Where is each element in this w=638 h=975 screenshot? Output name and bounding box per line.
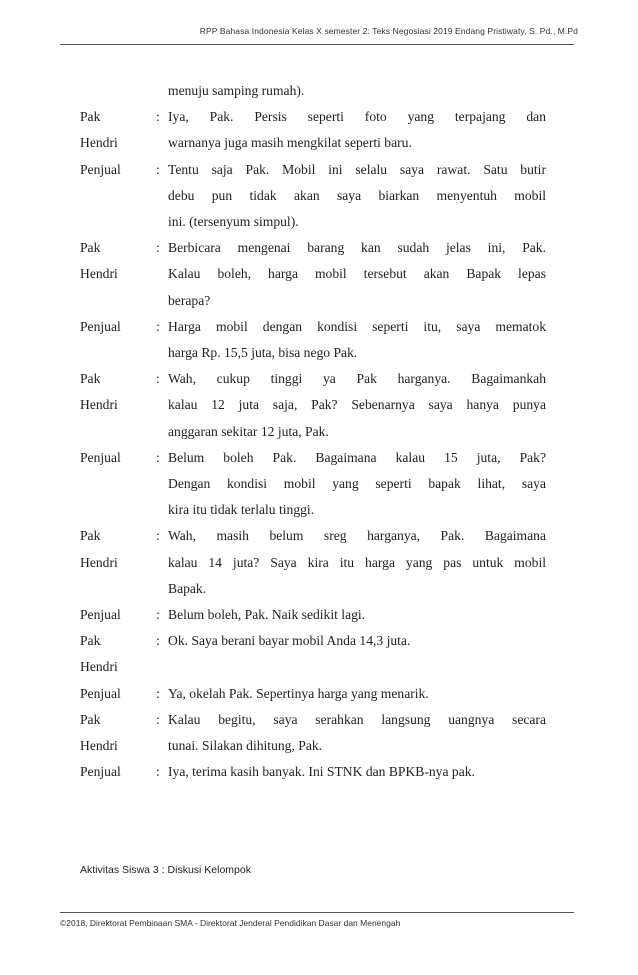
- dialogue-row: [80, 628, 560, 680]
- utterance-text: [168, 314, 546, 366]
- speaker-name: [80, 707, 156, 759]
- dialogue-row: [80, 523, 560, 602]
- utterance-text: [168, 445, 546, 524]
- speaker-name: [80, 759, 156, 785]
- utterance-line: ini. (tersenyum simpul).: [168, 214, 299, 230]
- utterance-line: Ok. Saya berani bayar mobil Anda 14,3 juta.: [168, 633, 411, 649]
- speaker-line: Hendri: [80, 554, 118, 570]
- separator-colon: :: [156, 318, 160, 334]
- speaker-line: Penjual: [80, 318, 121, 334]
- speaker-line: Pak: [80, 633, 101, 649]
- utterance-text: [168, 523, 546, 602]
- speaker-line: Hendri: [80, 659, 118, 675]
- speaker-line: Pak: [80, 528, 101, 544]
- separator-colon: :: [156, 528, 160, 544]
- utterance-line: warnanya juga masih mengkilat seperti baru.: [168, 135, 412, 151]
- utterance-line: anggaran sekitar 12 juta, Pak.: [168, 423, 329, 439]
- speaker-line: Pak: [80, 371, 101, 387]
- speaker-line: Penjual: [80, 449, 121, 465]
- utterance-line: tunai. Silakan dihitung, Pak.: [168, 738, 323, 754]
- utterance-line: Tentu saja Pak. Mobil ini selalu saya rawat. Satu butir: [168, 161, 546, 177]
- utterance-line: harga Rp. 15,5 juta, bisa nego Pak.: [168, 345, 358, 361]
- utterance-line: berapa?: [168, 292, 211, 308]
- utterance-text: [168, 628, 546, 680]
- dialogue-transcript: [80, 78, 560, 785]
- utterance-line: Kalau begitu, saya serahkan langsung uangnya secara: [168, 711, 546, 727]
- dialogue-row: [80, 157, 560, 236]
- utterance-text: [168, 104, 546, 156]
- utterance-line: Harga mobil dengan kondisi seperti itu, saya mematok: [168, 318, 546, 334]
- utterance-text: [168, 366, 546, 445]
- separator-colon: [156, 78, 168, 104]
- speaker-name: [80, 78, 156, 104]
- speaker-name: [80, 235, 156, 314]
- utterance-line: Berbicara mengenai barang kan sudah jelas ini, Pak.: [168, 240, 546, 256]
- utterance-line: Dengan kondisi mobil yang seperti bapak lihat, saya: [168, 476, 546, 492]
- speaker-line: Pak: [80, 109, 101, 125]
- speaker-name: [80, 681, 156, 707]
- dialogue-row: [80, 759, 560, 785]
- utterance-text: [168, 157, 546, 236]
- utterance-line: Belum boleh Pak. Bagaimana kalau 15 juta, Pak?: [168, 449, 546, 465]
- speaker-line: Hendri: [80, 397, 118, 413]
- speaker-name: [80, 602, 156, 628]
- separator-colon: :: [156, 240, 160, 256]
- utterance-line: Ya, okelah Pak. Sepertinya harga yang menarik.: [168, 685, 429, 701]
- speaker-line: Hendri: [80, 135, 118, 151]
- utterance-line: Belum boleh, Pak. Naik sedikit lagi.: [168, 607, 366, 623]
- utterance-line: kalau 14 juta? Saya kira itu harga yang pas untuk mobil: [168, 554, 546, 570]
- dialogue-row: [80, 235, 560, 314]
- footer-divider: [60, 912, 574, 913]
- speaker-line: Penjual: [80, 685, 121, 701]
- speaker-line: Penjual: [80, 607, 121, 623]
- separator-colon: :: [156, 764, 160, 780]
- dialogue-row: [80, 602, 560, 628]
- utterance-text: [168, 78, 546, 104]
- speaker-name: [80, 523, 156, 602]
- speaker-line: Hendri: [80, 738, 118, 754]
- dialogue-row: [80, 104, 560, 156]
- utterance-text: [168, 235, 546, 314]
- dialogue-row: [80, 707, 560, 759]
- activity-label: Aktivitas Siswa 3 : Diskusi Kelompok: [80, 864, 251, 876]
- separator-colon: :: [156, 109, 160, 125]
- speaker-name: [80, 628, 156, 680]
- separator-colon: :: [156, 685, 160, 701]
- utterance-text: [168, 681, 546, 707]
- utterance-line: Wah, cukup tinggi ya Pak harganya. Bagaimankah: [168, 371, 546, 387]
- utterance-line: Bapak.: [168, 580, 207, 596]
- separator-colon: :: [156, 371, 160, 387]
- dialogue-row: [80, 445, 560, 524]
- separator-colon: :: [156, 607, 160, 623]
- speaker-line: Pak: [80, 711, 101, 727]
- utterance-line: Iya, terima kasih banyak. Ini STNK dan BPKB-nya pak.: [168, 764, 475, 780]
- speaker-name: [80, 157, 156, 236]
- dialogue-row: [80, 78, 560, 104]
- page-footer: ©2018, Direktorat Pembinaan SMA - Direktorat Jenderal Pendidikan Dasar dan Menengah: [60, 918, 401, 928]
- utterance-text: [168, 707, 546, 759]
- speaker-line: Penjual: [80, 161, 121, 177]
- utterance-line: Kalau boleh, harga mobil tersebut akan Bapak lepas: [168, 266, 546, 282]
- speaker-name: [80, 104, 156, 156]
- separator-colon: :: [156, 449, 160, 465]
- utterance-line: kira itu tidak terlalu tinggi.: [168, 502, 315, 518]
- separator-colon: :: [156, 633, 160, 649]
- header-divider: [60, 44, 574, 45]
- utterance-line: kalau 12 juta saja, Pak? Sebenarnya saya hanya punya: [168, 397, 546, 413]
- page-header: RPP Bahasa Indonesia Kelas X semester 2: Teks Negosiasi 2019 Endang Pristiwaty, S. Pd., M.Pd: [199, 26, 578, 36]
- utterance-text: [168, 759, 546, 785]
- speaker-line: Penjual: [80, 764, 121, 780]
- separator-colon: :: [156, 711, 160, 727]
- utterance-line: menuju samping rumah).: [168, 83, 305, 98]
- dialogue-row: [80, 366, 560, 445]
- utterance-line: Iya, Pak. Persis seperti foto yang terpajang dan: [168, 109, 546, 125]
- dialogue-row: [80, 314, 560, 366]
- speaker-name: [80, 314, 156, 366]
- utterance-line: Wah, masih belum sreg harganya, Pak. Bagaimana: [168, 528, 546, 544]
- utterance-line: debu pun tidak akan saya biarkan menyentuh mobil: [168, 187, 546, 203]
- speaker-line: Pak: [80, 240, 101, 256]
- dialogue-row: [80, 681, 560, 707]
- separator-colon: :: [156, 161, 160, 177]
- utterance-text: [168, 602, 546, 628]
- speaker-name: [80, 445, 156, 524]
- speaker-line: Hendri: [80, 266, 118, 282]
- speaker-name: [80, 366, 156, 445]
